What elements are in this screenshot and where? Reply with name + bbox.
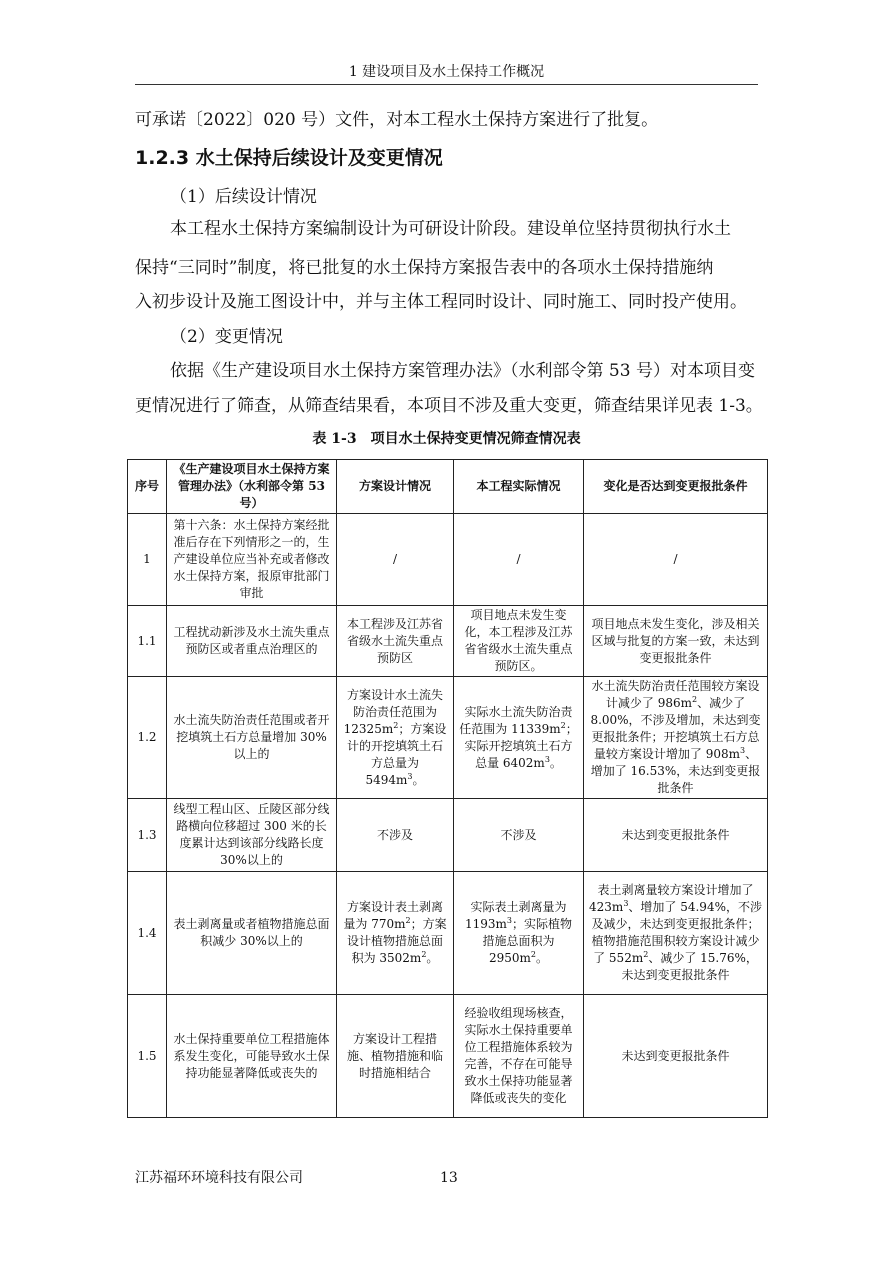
header-title: 1 建设项目及水土保持工作概况 (348, 64, 545, 80)
cell-actual: 经验收组现场核查，实际水土保持重要单位工程措施体系较为完善，不存在可能导致水土保持功能显著降低或丧失的变化 (454, 995, 584, 1118)
page-number: 13 (440, 1170, 458, 1186)
cell-rule: 表土剥离量或者植物措施总面积减少 30%以上的 (167, 872, 337, 995)
subheading-changes: （2）变更情况 (170, 327, 283, 347)
header-actual: 本工程实际情况 (454, 460, 584, 514)
cell-design: 本工程涉及江苏省省级水土流失重点预防区 (337, 606, 454, 677)
cell-no: 1.2 (128, 677, 167, 799)
header-no: 序号 (128, 460, 167, 514)
subheading-followup-design: （1）后续设计情况 (170, 187, 317, 207)
paragraph-design-line2: 保持“三同时”制度，将已批复的水土保持方案报告表中的各项水土保持措施纳 (135, 258, 714, 278)
paragraph-changes-line2: 更情况进行了筛查，从筛查结果看，本项目不涉及重大变更，筛查结果详见表 1-3。 (135, 396, 763, 416)
cell-rule: 水土流失防治责任范围或者开挖填筑土石方总量增加 30%以上的 (167, 677, 337, 799)
page-header (135, 62, 758, 85)
cell-actual: 不涉及 (454, 799, 584, 872)
cell-result: / (584, 514, 768, 606)
paragraph-design-line1: 本工程水土保持方案编制设计为可研设计阶段。建设单位坚持贯彻执行水土 (170, 219, 731, 239)
cell-no: 1.3 (128, 799, 167, 872)
paragraph-changes-line1: 依据《生产建设项目水土保持方案管理办法》（水利部令第 53 号）对本项目变 (170, 361, 755, 381)
table-row (128, 514, 768, 606)
cell-actual: 实际水土流失防治责任范围为 $11339m^2$；实际开挖填筑土石方总量 $6402m^3$。 (454, 677, 584, 799)
cell-design: 方案设计水土流失防治责任范围为 $12325m^2$；方案设计的开挖填筑土石方总量为 $5494m^3$。 (337, 677, 454, 799)
section-heading: 1.2.3 水土保持后续设计及变更情况 (135, 147, 443, 169)
cell-result: 表土剥离量较方案设计增加了 $423m^3$、增加了 54.94%，不涉及减少，未达到变更报批条件；植物措施范围积较方案设计减少了 $552m^2$、减少了 15.76%，未达到变更报批条件 (584, 872, 768, 995)
table-row (128, 995, 768, 1118)
paragraph-continuation: 可承诺〔2022〕020 号）文件，对本工程水土保持方案进行了批复。 (135, 110, 659, 130)
cell-actual: / (454, 514, 584, 606)
table-header-row (128, 460, 768, 514)
cell-result: 水土流失防治责任范围较方案设计减少了 $986m^2$、减少了 8.00%，不涉及增加，未达到变更报批条件；开挖填筑土石方总量较方案设计增加了 $908m^3$、增加了 16.53%，未达到变更报批条件 (584, 677, 768, 799)
table-row (128, 606, 768, 677)
table-row (128, 799, 768, 872)
header-rule: 《生产建设项目水土保持方案管理办法》（水利部令第 53 号） (167, 460, 337, 514)
header-result: 变化是否达到变更报批条件 (584, 460, 768, 514)
cell-actual: 项目地点未发生变化，本工程涉及江苏省省级水土流失重点预防区。 (454, 606, 584, 677)
table-caption: 表 1-3 项目水土保持变更情况筛查情况表 (312, 431, 581, 447)
header-design: 方案设计情况 (337, 460, 454, 514)
cell-actual: 实际表土剥离量为 $1193m^3$；实际植物措施总面积为 $2950m^2$。 (454, 872, 584, 995)
paragraph-design-line3: 入初步设计及施工图设计中，并与主体工程同时设计、同时施工、同时投产使用。 (135, 292, 747, 312)
cell-result: 项目地点未发生变化，涉及相关区域与批复的方案一致，未达到变更报批条件 (584, 606, 768, 677)
cell-design: 不涉及 (337, 799, 454, 872)
cell-design: 方案设计工程措施、植物措施和临时措施相结合 (337, 995, 454, 1118)
cell-no: 1 (128, 514, 167, 606)
cell-no: 1.4 (128, 872, 167, 995)
cell-result: 未达到变更报批条件 (584, 995, 768, 1118)
cell-rule: 水土保持重要单位工程措施体系发生变化，可能导致水土保持功能显著降低或丧失的 (167, 995, 337, 1118)
table-row (128, 677, 768, 799)
footer-company: 江苏福环环境科技有限公司 (135, 1170, 303, 1186)
cell-rule: 线型工程山区、丘陵区部分线路横向位移超过 300 米的长度累计达到该部分线路长度 30%以上的 (167, 799, 337, 872)
change-screening-table (127, 459, 768, 1118)
cell-rule: 第十六条：水土保持方案经批准后存在下列情形之一的，生产建设单位应当补充或者修改水土保持方案，报原审批部门审批 (167, 514, 337, 606)
cell-rule: 工程扰动新涉及水土流失重点预防区或者重点治理区的 (167, 606, 337, 677)
cell-result: 未达到变更报批条件 (584, 799, 768, 872)
cell-design: 方案设计表土剥离量为 $770m^2$；方案设计植物措施总面积为 $3502m^2$。 (337, 872, 454, 995)
cell-design: / (337, 514, 454, 606)
cell-no: 1.1 (128, 606, 167, 677)
table-row (128, 872, 768, 995)
cell-no: 1.5 (128, 995, 167, 1118)
